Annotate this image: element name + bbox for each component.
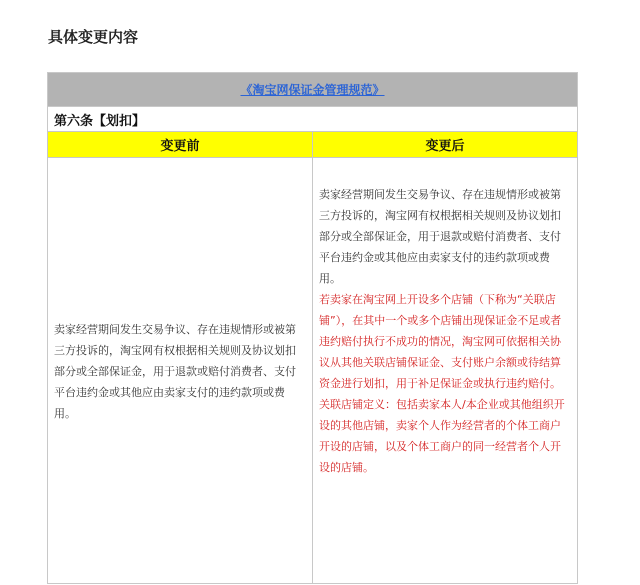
article-row <box>48 107 578 132</box>
before-text: 卖家经营期间发生交易争议、存在违规情形或被第三方投诉的，淘宝网有权根据相关规则及协议划扣部分或全部保证金，用于退款或赔付消费者、支付平台违约金或其他应由卖家支付的违约款项或费用。 <box>54 323 296 420</box>
after-text-paragraph-2: 若卖家在淘宝网上开设多个店铺（下称为“关联店铺”），在其中一个或多个店铺出现保证金不足或者违约赔付执行不成功的情况，淘宝网可依据相关协议从其他关联店铺保证金、支付账户余额或待结算资金进行划扣，用于补足保证金或执行违约赔付。 <box>319 293 562 390</box>
column-header-after: 变更后 <box>313 132 578 158</box>
after-text-paragraph-3: 关联店铺定义：包括卖家本人/本企业或其他组织开设的其他店铺，卖家个人作为经营者的个体工商户开设的店铺，以及个体工商户的同一经营者个人开设的店铺。 <box>319 398 565 474</box>
column-header-before: 变更前 <box>48 132 313 158</box>
content-row <box>48 158 578 584</box>
before-cell <box>48 158 313 584</box>
change-comparison-table <box>47 72 578 584</box>
column-header-row <box>48 132 578 158</box>
doc-title-link[interactable]: 《淘宝网保证金管理规范》 <box>240 83 385 97</box>
section-title: 具体变更内容 <box>48 28 139 46</box>
doc-title-row <box>48 73 578 107</box>
article-heading: 第六条【划扣】 <box>48 107 578 132</box>
after-cell <box>313 158 578 584</box>
doc-title-cell <box>48 73 578 107</box>
after-text-paragraph-1: 卖家经营期间发生交易争议、存在违规情形或被第三方投诉的，淘宝网有权根据相关规则及协议划扣部分或全部保证金，用于退款或赔付消费者、支付平台违约金或其他应由卖家支付的违约款项或费用。 <box>319 188 561 285</box>
